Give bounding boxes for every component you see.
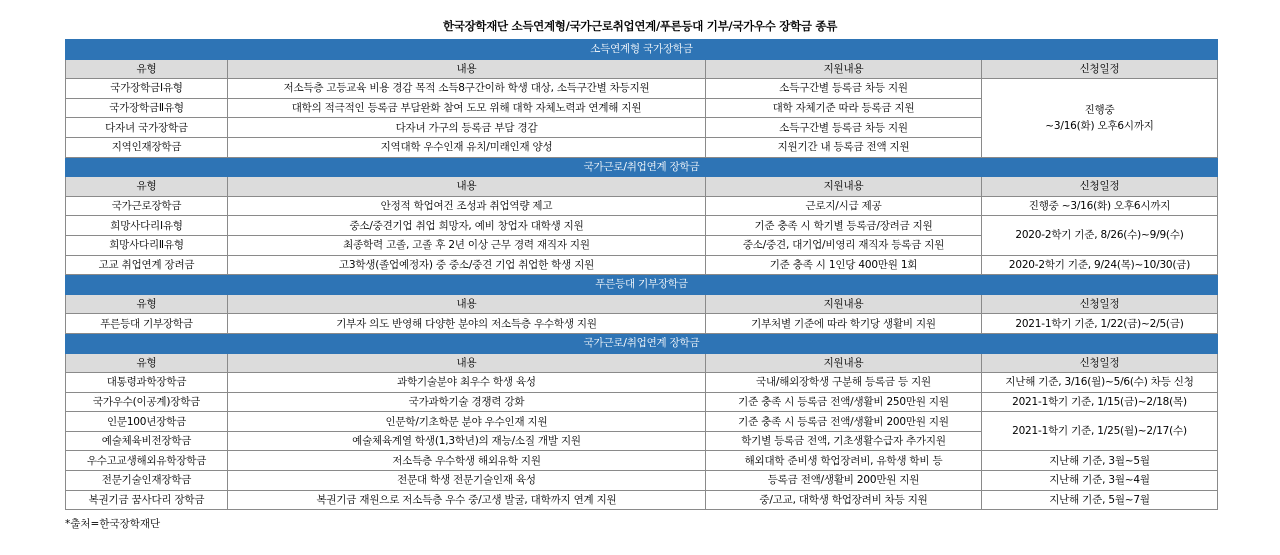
section-title: 국가근로/취업연계 장학금 <box>66 157 1218 177</box>
header-type: 유형 <box>66 294 228 314</box>
section-header-row <box>66 157 1218 177</box>
cell-schedule: 지난해 기준, 3월~5월 <box>982 451 1218 471</box>
section-header-row <box>66 275 1218 295</box>
cell-support: 기부처별 기준에 따라 학기당 생활비 지원 <box>706 314 982 334</box>
cell-schedule: 지난해 기준, 5월~7월 <box>982 490 1218 510</box>
cell-content: 지역대학 우수인재 유치/미래인재 양성 <box>228 137 706 157</box>
cell-type: 인문100년장학금 <box>66 412 228 432</box>
scholarship-table <box>65 39 1218 510</box>
cell-support: 근로지/시급 제공 <box>706 196 982 216</box>
cell-type: 대통령과학장학금 <box>66 373 228 393</box>
cell-content: 저소득층 고등교육 비용 경감 목적 소득8구간이하 학생 대상, 소득구간별 차등지원 <box>228 79 706 99</box>
cell-type: 다자녀 국가장학금 <box>66 118 228 138</box>
cell-support: 소득구간별 등록금 차등 지원 <box>706 118 982 138</box>
cell-content: 예술체육계열 학생(1,3학년)의 재능/소질 개발 지원 <box>228 431 706 451</box>
cell-support: 기준 충족 시 학기별 등록금/장려금 지원 <box>706 216 982 236</box>
table-row <box>66 392 1218 412</box>
header-type: 유형 <box>66 177 228 197</box>
cell-type: 우수고교생해외유학장학금 <box>66 451 228 471</box>
cell-schedule: 2021-1학기 기준, 1/15(금)~2/18(목) <box>982 392 1218 412</box>
cell-support: 중/고교, 대학생 학업장려비 차등 지원 <box>706 490 982 510</box>
cell-type: 복권기금 꿈사다리 장학금 <box>66 490 228 510</box>
cell-content: 안정적 학업여건 조성과 취업역량 제고 <box>228 196 706 216</box>
cell-support: 대학 자체기준 따라 등록금 지원 <box>706 98 982 118</box>
cell-type: 희망사다리Ⅱ유형 <box>66 235 228 255</box>
cell-content: 복권기금 재원으로 저소득층 우수 중/고생 발굴, 대학까지 연계 지원 <box>228 490 706 510</box>
cell-content: 고3학생(졸업예정자) 중 중소/중견 기업 취업한 학생 지원 <box>228 255 706 275</box>
cell-schedule: 2020-2학기 기준, 9/24(목)~10/30(금) <box>982 255 1218 275</box>
column-header-row <box>66 59 1218 79</box>
table-row <box>66 412 1218 432</box>
header-schedule: 신청일정 <box>982 59 1218 79</box>
cell-content: 대학의 적극적인 등록금 부담완화 참여 도모 위해 대학 자체노력과 연계해 지원 <box>228 98 706 118</box>
cell-support: 해외대학 준비생 학업장려비, 유학생 학비 등 <box>706 451 982 471</box>
source-footnote: *출처=한국장학재단 <box>65 518 161 530</box>
cell-type: 전문기술인재장학금 <box>66 471 228 491</box>
cell-type: 지역인재장학금 <box>66 137 228 157</box>
section-header-row <box>66 333 1218 353</box>
header-content: 내용 <box>228 353 706 373</box>
header-support: 지원내용 <box>706 59 982 79</box>
cell-schedule: 지난해 기준, 3/16(월)~5/6(수) 차등 신청 <box>982 373 1218 393</box>
header-type: 유형 <box>66 353 228 373</box>
cell-schedule: 2020-2학기 기준, 8/26(수)~9/9(수) <box>982 216 1218 255</box>
cell-content: 최종학력 고졸, 고졸 후 2년 이상 근무 경력 재직자 지원 <box>228 235 706 255</box>
section-title: 국가근로/취업연계 장학금 <box>66 333 1218 353</box>
cell-type: 예술체육비전장학금 <box>66 431 228 451</box>
column-header-row <box>66 353 1218 373</box>
cell-type: 국가근로장학금 <box>66 196 228 216</box>
cell-content: 인문학/기초학문 분야 우수인재 지원 <box>228 412 706 432</box>
header-content: 내용 <box>228 294 706 314</box>
table-row <box>66 216 1218 236</box>
cell-type: 국가장학금Ⅱ유형 <box>66 98 228 118</box>
table-row <box>66 196 1218 216</box>
section-title: 푸른등대 기부장학금 <box>66 275 1218 295</box>
header-type: 유형 <box>66 59 228 79</box>
cell-content: 다자녀 가구의 등록금 부담 경감 <box>228 118 706 138</box>
table-row <box>66 373 1218 393</box>
cell-support: 국내/해외장학생 구분해 등록금 등 지원 <box>706 373 982 393</box>
header-schedule: 신청일정 <box>982 177 1218 197</box>
schedule-line: ~3/16(화) 오후6시까지 <box>1045 119 1154 132</box>
cell-type: 고교 취업연계 장려금 <box>66 255 228 275</box>
header-schedule: 신청일정 <box>982 294 1218 314</box>
cell-type: 희망사다리Ⅰ유형 <box>66 216 228 236</box>
cell-type: 푸른등대 기부장학금 <box>66 314 228 334</box>
cell-support: 지원기간 내 등록금 전액 지원 <box>706 137 982 157</box>
cell-content: 기부자 의도 반영해 다양한 분야의 저소득층 우수학생 지원 <box>228 314 706 334</box>
header-content: 내용 <box>228 177 706 197</box>
header-support: 지원내용 <box>706 177 982 197</box>
cell-schedule <box>982 79 1218 157</box>
table-row <box>66 451 1218 471</box>
header-support: 지원내용 <box>706 294 982 314</box>
cell-support: 기준 충족 시 1인당 400만원 1회 <box>706 255 982 275</box>
section-title: 소득연계형 국가장학금 <box>66 40 1218 60</box>
cell-schedule: 진행중 ~3/16(화) 오후6시까지 <box>982 196 1218 216</box>
cell-support: 등록금 전액/생활비 200만원 지원 <box>706 471 982 491</box>
cell-support: 중소/중견, 대기업/비영리 재직자 등록금 지원 <box>706 235 982 255</box>
table-row <box>66 79 1218 99</box>
cell-content: 중소/중견기업 취업 희망자, 예비 창업자 대학생 지원 <box>228 216 706 236</box>
header-content: 내용 <box>228 59 706 79</box>
cell-content: 저소득층 우수학생 해외유학 지원 <box>228 451 706 471</box>
section-header-row <box>66 40 1218 60</box>
cell-content: 국가과학기술 경쟁력 강화 <box>228 392 706 412</box>
cell-schedule: 2021-1학기 기준, 1/25(월)~2/17(수) <box>982 412 1218 451</box>
cell-type: 국가우수(이공계)장학금 <box>66 392 228 412</box>
header-schedule: 신청일정 <box>982 353 1218 373</box>
cell-support: 학기별 등록금 전액, 기초생활수급자 추가지원 <box>706 431 982 451</box>
cell-schedule: 지난해 기준, 3월~4월 <box>982 471 1218 491</box>
cell-content: 과학기술분야 최우수 학생 육성 <box>228 373 706 393</box>
header-support: 지원내용 <box>706 353 982 373</box>
cell-content: 전문대 학생 전문기술인재 육성 <box>228 471 706 491</box>
table-row <box>66 490 1218 510</box>
table-row <box>66 314 1218 334</box>
cell-support: 기준 충족 시 등록금 전액/생활비 200만원 지원 <box>706 412 982 432</box>
column-header-row <box>66 177 1218 197</box>
table-row <box>66 255 1218 275</box>
table-row <box>66 471 1218 491</box>
page-title: 한국장학재단 소득연계형/국가근로취업연계/푸른등대 기부/국가우수 장학금 종류 <box>442 19 838 33</box>
cell-schedule: 2021-1학기 기준, 1/22(금)~2/5(금) <box>982 314 1218 334</box>
cell-support: 기준 충족 시 등록금 전액/생활비 250만원 지원 <box>706 392 982 412</box>
cell-type: 국가장학금Ⅰ유형 <box>66 79 228 99</box>
column-header-row <box>66 294 1218 314</box>
schedule-line: 진행중 <box>1084 103 1115 116</box>
cell-support: 소득구간별 등록금 차등 지원 <box>706 79 982 99</box>
